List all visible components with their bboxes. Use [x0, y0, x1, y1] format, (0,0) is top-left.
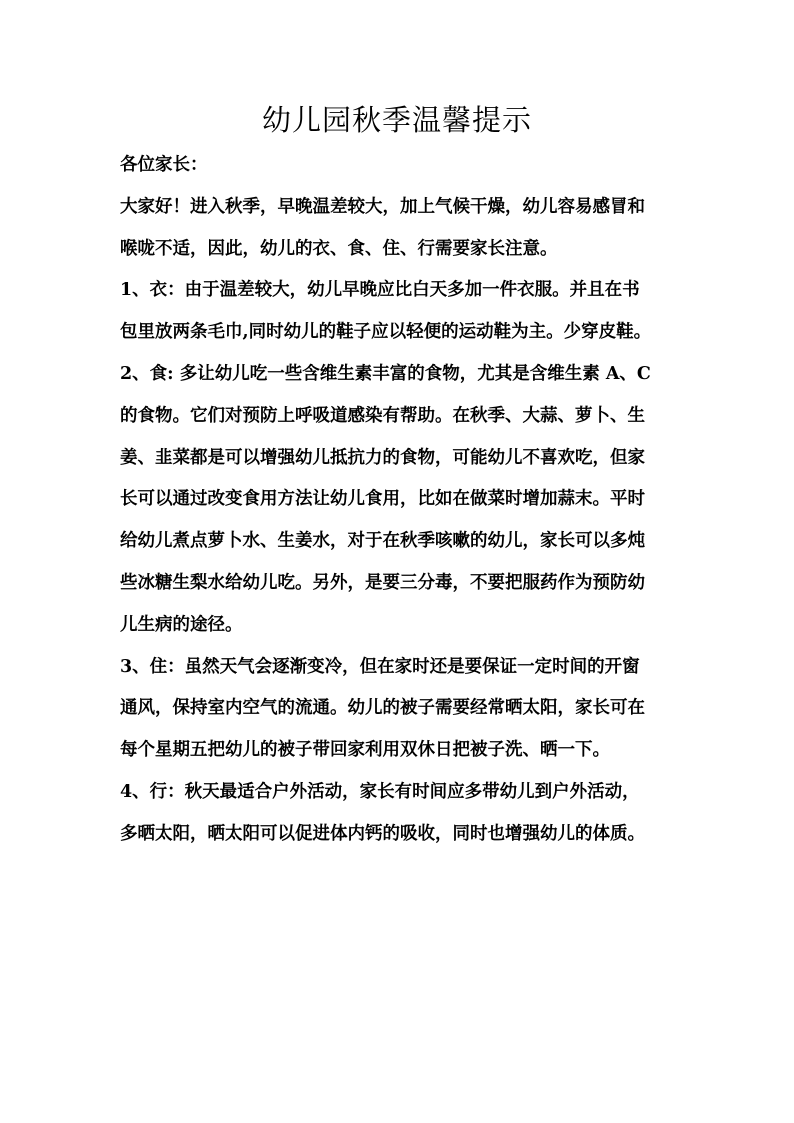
intro-line: 喉咙不适，因此，幼儿的衣、食、住、行需要家长注意。 — [120, 238, 558, 259]
intro-line: 大家好！进入秋季，早晚温差较大，加上气候干燥，幼儿容易感冒和 — [120, 196, 645, 217]
food-line: 给幼儿煮点萝卜水、生姜水，对于在秋季咳嗽的幼儿，家长可以多炖 — [120, 531, 645, 552]
food-line: 姜、韭菜都是可以增强幼儿抵抗力的食物，可能幼儿不喜欢吃，但家 — [120, 447, 645, 468]
food-line: 儿生病的途径。 — [120, 614, 243, 635]
clothing-paragraph — [120, 270, 680, 354]
housing-line: 通风，保持室内空气的流通。幼儿的被子需要经常晒太阳，家长可在 — [120, 698, 645, 719]
food-line: 的食物。它们对预防上呼吸道感染有帮助。在秋季、大蒜、萝卜、生 — [120, 405, 645, 426]
housing-line: 每个星期五把幼儿的被子带回家利用双休日把被子洗、晒一下。 — [120, 740, 610, 761]
clothing-line: 包里放两条毛巾,同时幼儿的鞋子应以轻便的运动鞋为主。少穿皮鞋。 — [120, 322, 652, 343]
food-line: 2、食: 多让幼儿吃一些含维生素丰富的食物，尤其是含维生素 A、C — [120, 363, 651, 384]
food-line: 长可以通过改变食用方法让幼儿食用，比如在做菜时增加蒜末。平时 — [120, 489, 645, 510]
document-body — [120, 145, 680, 856]
document-title: 幼儿园秋季温馨提示 — [261, 103, 532, 137]
food-paragraph — [120, 354, 680, 647]
housing-line: 3、住：虽然天气会逐渐变冷，但在家时还是要保证一定时间的开窗 — [120, 656, 640, 677]
travel-paragraph — [120, 772, 680, 856]
travel-line: 多晒太阳，晒太阳可以促进体内钙的吸收，同时也增强幼儿的体质。 — [120, 823, 645, 844]
intro-paragraph — [120, 187, 680, 271]
housing-paragraph — [120, 647, 680, 772]
clothing-line: 1、衣：由于温差较大，幼儿早晚应比白天多加一件衣服。并且在书 — [120, 280, 640, 301]
greeting — [120, 145, 680, 187]
travel-line: 4、行：秋天最适合户外活动，家长有时间应多带幼儿到户外活动， — [120, 781, 640, 802]
greeting-line: 各位家长： — [120, 155, 208, 175]
food-line: 些冰糖生梨水给幼儿吃。另外，是要三分毒，不要把服药作为预防幼 — [120, 572, 645, 593]
